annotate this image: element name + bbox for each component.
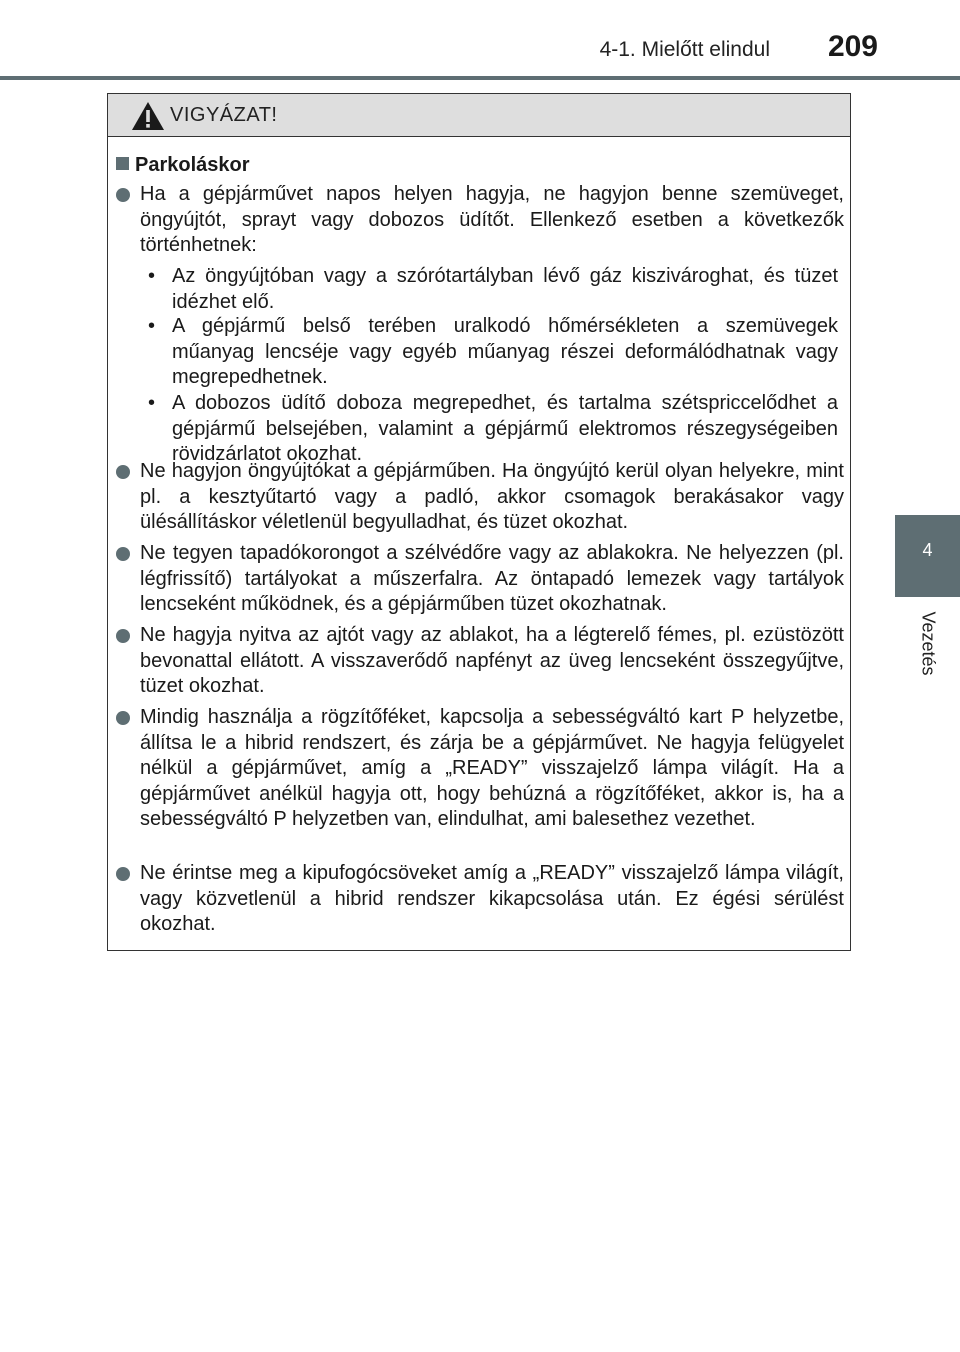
caution-content [108, 136, 850, 950]
sub-list-item [148, 314, 838, 391]
page-header [0, 0, 960, 78]
sub-list-item-text: A gépjármű belső terében uralkodó hőmérsékleten a szemüvegek műanyag lencséje vagy egyéb műanyag részei deformálódhatnak vagy megrepedhetnek. [172, 315, 838, 388]
sub-bullet-mark: • [148, 392, 156, 414]
list-item [116, 861, 844, 938]
list-item-text: Ha a gépjárművet napos helyen hagyja, ne hagyjon benne szemüveget, öngyújtót, sprayt vagy dobozos üdítőt. Ellenkező esetben a következők történhetnek: [140, 183, 844, 256]
bullet-dot-icon [116, 711, 130, 725]
bullet-dot-icon [116, 867, 130, 881]
warning-triangle-icon [130, 100, 166, 132]
chapter-label: Vezetés [918, 611, 939, 676]
bullet-dot-icon [116, 547, 130, 561]
sub-bullet-mark: • [148, 315, 156, 337]
caution-box [107, 93, 851, 951]
caution-header [108, 94, 850, 137]
chapter-number: 4 [922, 540, 933, 560]
sub-list-item [148, 264, 838, 315]
square-bullet-icon [116, 157, 129, 170]
list-item-text: Ne tegyen tapadókorongot a szélvédőre vagy az ablakokra. Ne helyezzen (pl. légfrissítő) tartályokat a műszerfalra. Az öntapadó lemezek vagy tartályok lencseként működnek, és a gépjárműben tüzet okozhatnak. [140, 542, 844, 615]
subsection-title: Parkoláskor [135, 154, 250, 176]
list-item [116, 459, 844, 536]
sub-list-item-text: A dobozos üdítő doboza megrepedhet, és tartalma szétspriccelődhet a gépjármű belsejében, valamint a gépjármű elektromos részegységeiben rövidzárlatot okozhat. [172, 392, 838, 465]
header-rule [0, 76, 960, 80]
list-item [116, 705, 844, 833]
chapter-tab [895, 515, 960, 597]
chapter-label-container [898, 603, 958, 683]
caution-title: VIGYÁZAT! [170, 104, 278, 126]
subsection-heading [116, 154, 250, 177]
list-item [116, 541, 844, 618]
list-item [116, 182, 844, 259]
list-item-text: Ne hagyjon öngyújtókat a gépjárműben. Ha öngyújtó kerül olyan helyekre, mint pl. a kesztyűtartó vagy a padló, akkor csomagok berakásakor vagy ülésállításkor véletlenül begyulladhat, és tüzet okozhat. [140, 460, 844, 533]
sub-bullet-mark: • [148, 265, 156, 287]
section-title: 4-1. Mielőtt elindul [599, 38, 770, 61]
bullet-dot-icon [116, 188, 130, 202]
list-item-text: Ne hagyja nyitva az ajtót vagy az ablakot, ha a légterelő fémes, pl. ezüstözött bevonattal ellátott. A visszaverődő napfényt az üveg lencseként összegyűjtve, tüzet okozhat. [140, 624, 844, 697]
bullet-dot-icon [116, 629, 130, 643]
sub-list-item [148, 391, 838, 468]
list-item [116, 623, 844, 700]
bullet-dot-icon [116, 465, 130, 479]
list-item-text: Ne érintse meg a kipufogócsöveket amíg a „READY” visszajelző lámpa világít, vagy közvetlenül a hibrid rendszer kikapcsolása után. Ez égési sérülést okozhat. [140, 862, 844, 935]
page-number: 209 [827, 30, 878, 63]
list-item-text: Mindig használja a rögzítőféket, kapcsolja a sebességváltó kart P helyzetbe, állítsa le a hibrid rendszert, és zárja be a gépjárművet. Ne hagyja felügyelet nélkül a gépjárművet, amíg a „READY” visszajelző lámpa világít. Ha a gépjárművet anélkül hagyja ott, hogy behúzná a rögzítőféket, akkor is, ha a sebességváltó P helyzetben van, elindulhat, ami balesethez vezethet. [140, 706, 844, 830]
sub-list-item-text: Az öngyújtóban vagy a szórótartályban lévő gáz kiszivároghat, és tüzet idézhet elő. [172, 265, 838, 313]
